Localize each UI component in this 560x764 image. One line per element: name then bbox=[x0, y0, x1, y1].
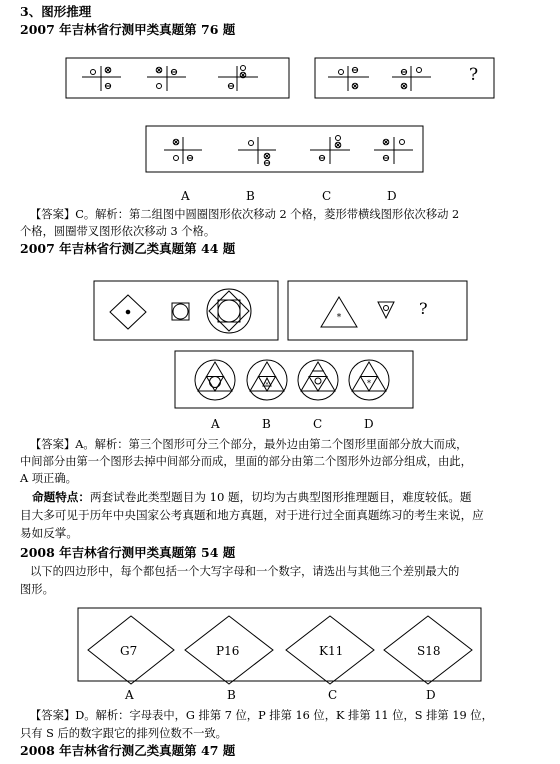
diamond-c-text: K11 bbox=[319, 644, 344, 658]
q2-triangle-star-figure bbox=[321, 297, 357, 327]
diamond-d bbox=[384, 616, 472, 684]
q1-option-d: D bbox=[387, 189, 397, 203]
next-heading: 2008 年吉林省行测乙类真题第 47 题 bbox=[20, 743, 236, 758]
svg-text:*: * bbox=[336, 313, 342, 323]
q3-question-line1: 以下的四边形中，每个都包括一个大写字母和一个数字，请选出与其他三个差别最大的 bbox=[30, 565, 460, 578]
summary-text1: 两套试卷此类型题目为 10 题，切均为古典型图形推理题目，难度较低。题 bbox=[89, 490, 472, 504]
q2-option-c: C bbox=[313, 417, 323, 431]
q1-cross-figure-4 bbox=[328, 66, 369, 91]
q3-option-b: B bbox=[227, 688, 236, 702]
diamond-a bbox=[88, 616, 174, 684]
q2-option-b: B bbox=[262, 417, 271, 431]
q2-diamond-dot-figure bbox=[110, 295, 146, 329]
q2-option-figure-b bbox=[247, 360, 287, 400]
diamond-b bbox=[185, 616, 273, 684]
q2-option-figure-a bbox=[195, 360, 235, 400]
q1-heading: 2007 年吉林省行测甲类真题第 76 题 bbox=[20, 22, 236, 37]
q2-question-mark: ? bbox=[419, 299, 428, 318]
q1-option-c: C bbox=[322, 189, 332, 203]
summary-line2: 目大多可见于历年中央国家公考真题和地方真题，对于进行过全面真题练习的考生来说，应 bbox=[20, 508, 484, 522]
q1-option-figure-c bbox=[310, 136, 350, 165]
q2-option-d: D bbox=[364, 417, 374, 431]
q2-option-figure-d bbox=[349, 360, 389, 400]
q1-option-figure-a bbox=[164, 137, 202, 164]
q2-composite-circle-figure bbox=[207, 289, 251, 333]
q1-answer-line1: 【答案】C。解析：第二组图中圆圈图形依次移动 2 个格，菱形带横线图形依次移动 2 bbox=[30, 208, 460, 221]
q3-answer-line2: 只有 S 后的数字跟它的排列位数不一致。 bbox=[20, 727, 227, 740]
q1-option-figure-b bbox=[238, 137, 276, 166]
q1-option-figure-d bbox=[374, 137, 413, 164]
q2-question-box-1 bbox=[94, 281, 278, 340]
q2-question-box-2 bbox=[288, 281, 467, 340]
q2-answer-line3: A 项正确。 bbox=[20, 472, 77, 485]
q2-answer-line1: 【答案】A。解析：第三个图形可分三个部分，最外边由第二个图形里面部分放大而成， bbox=[30, 438, 468, 451]
q1-cross-figure-5 bbox=[392, 66, 431, 91]
section-title: 3、图形推理 bbox=[20, 4, 92, 19]
diamond-a-text: G7 bbox=[120, 644, 138, 658]
svg-text:*: * bbox=[265, 382, 269, 389]
q1-question-box-1 bbox=[66, 58, 289, 98]
q2-inverted-triangle-figure bbox=[378, 302, 394, 318]
q2-circle-square-figure bbox=[172, 303, 189, 320]
q3-heading: 2008 年吉林省行测甲类真题第 54 题 bbox=[20, 545, 236, 560]
q1-question-box-2 bbox=[315, 58, 494, 98]
diamond-d-text: S18 bbox=[417, 644, 441, 658]
q2-option-a: A bbox=[211, 417, 220, 431]
summary-label: 命题特点： bbox=[32, 490, 90, 504]
q3-answer-line1: 【答案】D。解析：字母表中，G 排第 7 位，P 排第 16 位，K 排第 11 位，S 排第 19 位， bbox=[30, 709, 493, 722]
diamond-c bbox=[286, 616, 374, 684]
q1-option-a: A bbox=[181, 189, 190, 203]
q3-option-c: C bbox=[328, 688, 338, 702]
q2-heading: 2007 年吉林省行测乙类真题第 44 题 bbox=[20, 241, 236, 256]
q3-option-a: A bbox=[125, 688, 134, 702]
summary-line3: 易如反掌。 bbox=[20, 526, 78, 540]
q2-option-figure-c bbox=[298, 360, 338, 400]
q3-option-d: D bbox=[426, 688, 436, 702]
q1-question-mark: ? bbox=[469, 65, 479, 85]
q1-option-b: B bbox=[246, 189, 255, 203]
q1-cross-figure-1 bbox=[82, 66, 121, 91]
q2-answer-line2: 中间部分由第一个图形去掉中间部分而成，里面的部分由第二个图形外边部分组成，由此， bbox=[20, 455, 472, 468]
diamond-b-text: P16 bbox=[216, 644, 240, 658]
q1-cross-figure-2 bbox=[147, 66, 186, 91]
q1-answer-line2: 个格，圆圈带叉图形依次移动 3 个格。 bbox=[20, 225, 216, 238]
q3-options-box bbox=[78, 608, 481, 681]
svg-text:*: * bbox=[367, 379, 371, 388]
q1-options-box bbox=[146, 126, 423, 172]
q3-question-line2: 图形。 bbox=[20, 583, 54, 596]
q1-cross-figure-3 bbox=[218, 66, 258, 92]
